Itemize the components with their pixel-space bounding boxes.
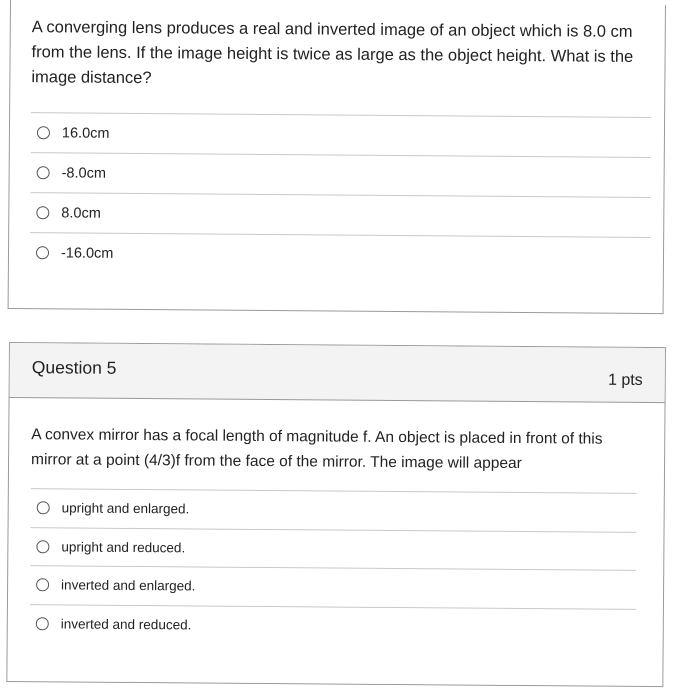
radio-button-icon[interactable] <box>36 540 49 553</box>
question-title: Question 5 <box>31 357 117 378</box>
question-5-card <box>6 342 666 687</box>
answer-label: inverted and enlarged. <box>61 577 196 594</box>
question-4-card <box>8 0 666 314</box>
answer-option[interactable] <box>30 192 650 237</box>
radio-button-icon[interactable] <box>37 166 50 179</box>
radio-button-icon[interactable] <box>37 501 50 514</box>
answer-option[interactable] <box>30 232 650 277</box>
question-4-answers <box>30 112 651 277</box>
radio-button-icon[interactable] <box>36 578 49 591</box>
answer-label: inverted and reduced. <box>60 616 192 633</box>
question-4-text: A converging lens produces a real and inverted image of an object which is 8.0 cm from the lens. If the image height is twice as large as the object height. What is the image distance? <box>31 18 634 88</box>
radio-button-icon[interactable] <box>37 126 50 139</box>
answer-label: -16.0cm <box>60 244 114 262</box>
radio-button-icon[interactable] <box>36 206 49 219</box>
answer-label: 8.0cm <box>61 204 101 222</box>
answer-option[interactable] <box>30 527 636 570</box>
answer-option[interactable] <box>31 488 637 531</box>
radio-button-icon[interactable] <box>36 617 49 630</box>
answer-label: 16.0cm <box>61 124 110 142</box>
answer-option[interactable] <box>30 152 650 197</box>
answer-option[interactable] <box>31 112 651 157</box>
answer-option[interactable] <box>30 604 636 647</box>
radio-button-icon[interactable] <box>36 246 49 259</box>
question-5-text: A convex mirror has a focal length of magnitude f. An object is placed in front of this mirror at a point (4/3)f from the face of the mirror. The image will appear <box>31 426 603 473</box>
question-5-answers <box>30 488 637 647</box>
answer-label: -8.0cm <box>61 164 107 182</box>
question-points: 1 pts <box>607 371 643 389</box>
question-header <box>10 343 665 403</box>
answer-option[interactable] <box>30 565 636 608</box>
answer-label: upright and reduced. <box>61 539 186 556</box>
answer-label: upright and enlarged. <box>61 500 190 517</box>
